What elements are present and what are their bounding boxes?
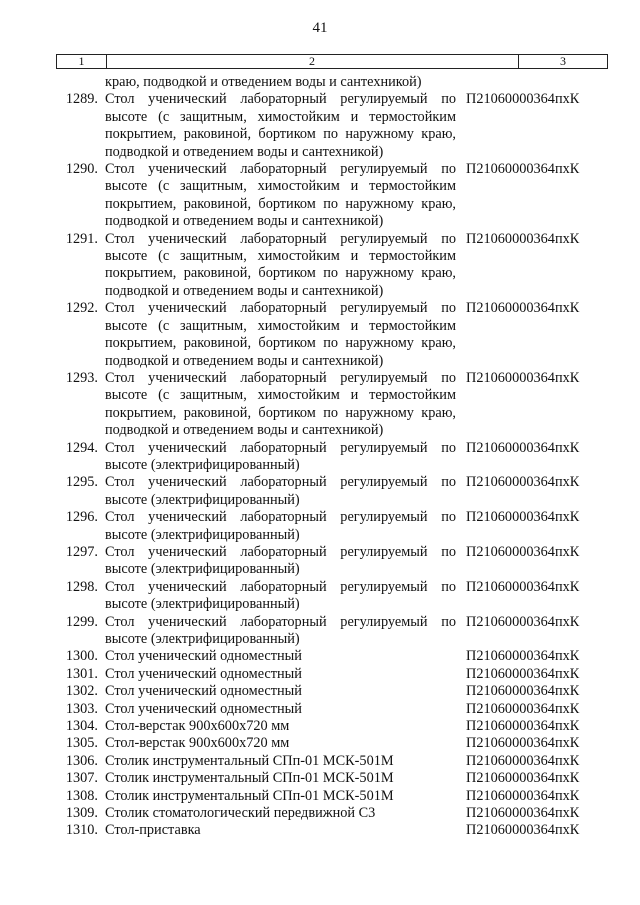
row-description: Столик инструментальный СПп-01 МСК-501М bbox=[105, 770, 394, 787]
table-row bbox=[0, 770, 640, 787]
row-code: П21060000364пхК bbox=[466, 161, 580, 178]
header-col-1: 1 bbox=[57, 55, 107, 68]
table-row bbox=[0, 474, 640, 509]
table-row bbox=[0, 440, 640, 475]
table-row bbox=[0, 683, 640, 700]
row-number: 1306. bbox=[65, 752, 98, 769]
row-description: Стол ученический лабораторный регулируемый по высоте (с защитным, химостойким и термостойким покрытием, раковиной, бортиком по наружному краю, подводкой и отведением воды и сантехникой) bbox=[105, 91, 456, 160]
row-number: 1297. bbox=[65, 543, 98, 560]
row-description: Стол ученический лабораторный регулируемый по высоте (электрифицированный) bbox=[105, 474, 456, 508]
row-code: П21060000364пхК bbox=[466, 369, 580, 386]
row-number: 1299. bbox=[65, 613, 98, 630]
row-code: П21060000364пхК bbox=[466, 752, 580, 769]
row-number: 1292. bbox=[65, 300, 98, 317]
continuation-row bbox=[0, 74, 640, 91]
row-number: 1301. bbox=[65, 665, 98, 682]
header-col-2: 2 bbox=[106, 55, 519, 68]
row-number: 1295. bbox=[65, 474, 98, 491]
row-code: П21060000364пхК bbox=[466, 91, 580, 108]
row-number: 1289. bbox=[65, 91, 98, 108]
row-number: 1304. bbox=[65, 718, 98, 735]
table-row bbox=[0, 300, 640, 370]
table-row bbox=[0, 91, 640, 161]
row-code: П21060000364пхК bbox=[466, 543, 580, 560]
table-row bbox=[0, 805, 640, 822]
row-code: П21060000364пхК bbox=[466, 700, 580, 717]
table-row bbox=[0, 370, 640, 440]
table-row bbox=[0, 701, 640, 718]
row-description: Стол ученический лабораторный регулируемый по высоте (с защитным, химостойким и термостойким покрытием, раковиной, бортиком по наружному краю, подводкой и отведением воды и сантехникой) bbox=[105, 161, 456, 230]
row-code: П21060000364пхК bbox=[466, 300, 580, 317]
table-row bbox=[0, 753, 640, 770]
row-description: Стол ученический лабораторный регулируемый по высоте (электрифицированный) bbox=[105, 578, 456, 613]
row-code: П21060000364пхК bbox=[466, 578, 580, 595]
row-number: 1303. bbox=[65, 700, 98, 717]
table-row bbox=[0, 161, 640, 231]
row-code: П21060000364пхК bbox=[466, 648, 580, 665]
row-number: 1294. bbox=[65, 439, 98, 456]
row-number: 1307. bbox=[65, 770, 98, 787]
row-description: Стол ученический лабораторный регулируемый по высоте (электрифицированный) bbox=[105, 543, 456, 578]
row-number: 1305. bbox=[65, 735, 98, 752]
row-description: Столик инструментальный СПп-01 МСК-501М bbox=[105, 787, 394, 804]
table-row bbox=[0, 231, 640, 301]
table-header bbox=[56, 54, 608, 69]
row-description: Стол ученический одноместный bbox=[105, 683, 302, 700]
row-number: 1308. bbox=[65, 787, 98, 804]
row-number: 1291. bbox=[65, 230, 98, 247]
row-description: Стол ученический одноместный bbox=[105, 665, 302, 682]
row-description: Стол ученический лабораторный регулируемый по высоте (с защитным, химостойким и термостойким покрытием, раковиной, бортиком по наружному краю, подводкой и отведением воды и сантехникой) bbox=[105, 230, 456, 299]
table-row bbox=[0, 648, 640, 665]
row-code: П21060000364пхК bbox=[466, 665, 580, 682]
row-description: Стол ученический лабораторный регулируемый по высоте (с защитным, химостойким и термостойким покрытием, раковиной, бортиком по наружному краю, подводкой и отведением воды и сантехникой) bbox=[105, 300, 456, 369]
row-code: П21060000364пхК bbox=[466, 230, 580, 247]
continuation-text: краю, подводкой и отведением воды и сантехникой) bbox=[105, 74, 422, 90]
row-code: П21060000364пхК bbox=[466, 787, 580, 804]
row-number: 1300. bbox=[65, 648, 98, 665]
row-description: Стол ученический лабораторный регулируемый по высоте (электрифицированный) bbox=[105, 509, 456, 543]
table-row bbox=[0, 509, 640, 544]
table-row bbox=[0, 735, 640, 752]
row-description: Стол ученический лабораторный регулируемый по высоте (с защитным, химостойким и термостойким покрытием, раковиной, бортиком по наружному краю, подводкой и отведением воды и сантехникой) bbox=[105, 369, 456, 439]
table-row bbox=[0, 666, 640, 683]
table-row bbox=[0, 822, 640, 839]
table-body bbox=[0, 74, 640, 840]
row-number: 1293. bbox=[65, 369, 98, 386]
row-code: П21060000364пхК bbox=[466, 683, 580, 700]
row-description: Стол-верстак 900х600х720 мм bbox=[105, 735, 290, 752]
table-row bbox=[0, 544, 640, 579]
row-description: Стол-приставка bbox=[105, 822, 201, 839]
row-code: П21060000364пхК bbox=[466, 613, 580, 630]
row-code: П21060000364пхК bbox=[466, 439, 580, 456]
row-description: Столик стоматологический передвижной С3 bbox=[105, 805, 376, 822]
row-number: 1296. bbox=[65, 509, 98, 526]
row-description: Стол ученический лабораторный регулируемый по высоте (электрифицированный) bbox=[105, 439, 456, 473]
row-description: Стол-верстак 900х600х720 мм bbox=[105, 718, 290, 735]
row-code: П21060000364пхК bbox=[466, 805, 580, 822]
row-description: Стол ученический одноместный bbox=[105, 700, 302, 717]
row-code: П21060000364пхК bbox=[466, 718, 580, 735]
table-row bbox=[0, 614, 640, 649]
row-code: П21060000364пхК bbox=[466, 770, 580, 787]
row-number: 1290. bbox=[65, 161, 98, 178]
table-row bbox=[0, 579, 640, 614]
row-code: П21060000364пхК bbox=[466, 822, 580, 839]
row-description: Столик инструментальный СПп-01 МСК-501М bbox=[105, 752, 394, 769]
row-code: П21060000364пхК bbox=[466, 474, 580, 491]
row-code: П21060000364пхК bbox=[466, 509, 580, 526]
table-row bbox=[0, 718, 640, 735]
row-code: П21060000364пхК bbox=[466, 735, 580, 752]
row-number: 1298. bbox=[65, 578, 98, 595]
row-number: 1309. bbox=[65, 805, 98, 822]
header-col-3: 3 bbox=[560, 54, 566, 68]
row-number: 1302. bbox=[65, 683, 98, 700]
row-number: 1310. bbox=[65, 822, 98, 839]
row-description: Стол ученический лабораторный регулируемый по высоте (электрифицированный) bbox=[105, 613, 456, 647]
row-description: Стол ученический одноместный bbox=[105, 648, 302, 665]
table-row bbox=[0, 788, 640, 805]
page-number: 41 bbox=[312, 20, 328, 36]
